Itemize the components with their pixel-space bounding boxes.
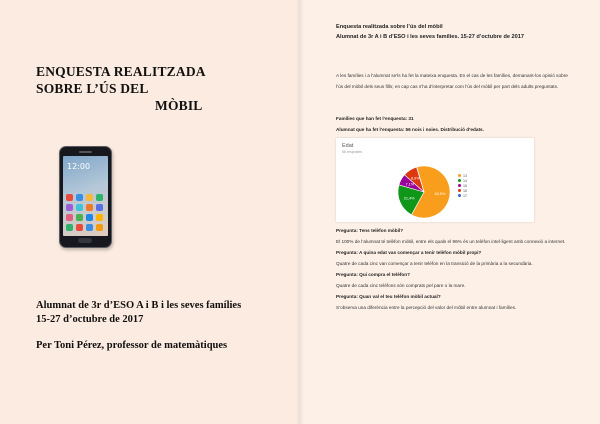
phone-clock: 12:00 bbox=[67, 162, 91, 171]
app-icon bbox=[66, 214, 73, 221]
pie-slice-label: 62,5% bbox=[434, 192, 446, 197]
app-icon bbox=[96, 194, 103, 201]
question-3: Pregunta: Qui compra el telèfon? bbox=[336, 272, 410, 277]
questions-section bbox=[336, 225, 572, 313]
app-icon bbox=[76, 194, 83, 201]
legend-label: 13 bbox=[463, 173, 467, 178]
legend-swatch bbox=[458, 194, 461, 197]
survey-counts bbox=[336, 113, 572, 135]
app-icon bbox=[66, 194, 73, 201]
pie-slice-label: 8,9% bbox=[410, 176, 420, 181]
phone-app-grid bbox=[66, 194, 105, 231]
cover-title bbox=[36, 63, 256, 114]
smartphone-illustration bbox=[59, 146, 112, 248]
students-count: Alumnat que ha fet l’enquesta: 56 nois i noies. Distribució d’edats. bbox=[336, 127, 484, 132]
phone-screen bbox=[63, 156, 108, 236]
pie-plot bbox=[336, 138, 534, 222]
legend-label: 14 bbox=[463, 178, 467, 183]
chart-subtitle: 56 respostes bbox=[342, 150, 363, 154]
question-1: Pregunta: Tens telèfon mòbil? bbox=[336, 228, 404, 233]
app-icon bbox=[66, 204, 73, 211]
legend-item-17 bbox=[458, 193, 467, 198]
chart-title: Edat bbox=[342, 143, 354, 149]
legend-swatch bbox=[458, 179, 461, 182]
answer-3: Quatre de cada cinc telèfons són comprats pel pare o la mare. bbox=[336, 283, 466, 288]
legend-label: 17 bbox=[463, 193, 467, 198]
cover-title-line-2: SOBRE L’ÚS DEL bbox=[36, 81, 149, 96]
answer-4: S’observa una diferència entre la percepció del valor del mòbil entre alumnat i famílies. bbox=[336, 305, 517, 310]
cover-dates: 15-27 d’octubre de 2017 bbox=[36, 314, 144, 325]
cover-title-line-3: MÒBIL bbox=[155, 98, 203, 113]
question-4: Pregunta: Quan val el teu telèfon mòbil actual? bbox=[336, 294, 441, 299]
age-pie-chart bbox=[336, 138, 534, 222]
pie-slice-label: 7,1% bbox=[405, 182, 415, 187]
phone-speaker bbox=[79, 151, 92, 153]
app-icon bbox=[86, 194, 93, 201]
legend-swatch bbox=[458, 189, 461, 192]
chart-legend bbox=[458, 173, 467, 198]
app-icon bbox=[96, 224, 103, 231]
app-icon bbox=[96, 214, 103, 221]
question-2: Pregunta: A quina edat vas començar a tenir telèfon mòbil propi? bbox=[336, 250, 482, 255]
app-icon bbox=[66, 224, 73, 231]
cover-author: Per Toni Pérez, professor de matemàtiques bbox=[36, 340, 228, 351]
legend-swatch bbox=[458, 174, 461, 177]
legend-label: 15 bbox=[463, 183, 467, 188]
families-count: Famílies que han fet l’enquesta: 31 bbox=[336, 116, 414, 121]
phone-home-button bbox=[78, 238, 92, 243]
answer-1: El 100% de l’alumnat té telèfon mòbil, entre els quals el 96% és un telèfon intel·ligent amb connexió a internet. bbox=[336, 239, 566, 244]
report-intro bbox=[336, 70, 572, 92]
app-icon bbox=[86, 214, 93, 221]
legend-swatch bbox=[458, 184, 461, 187]
app-icon bbox=[76, 224, 83, 231]
app-icon bbox=[86, 224, 93, 231]
pie-slice-label: 21,4% bbox=[403, 196, 415, 201]
cover-title-line-1: ENQUESTA REALITZADA bbox=[36, 64, 206, 79]
app-icon bbox=[76, 214, 83, 221]
report-header-line-2: Alumnat de 3r A i B d’ESO i les seves famílies. 15-27 d’octubre de 2017 bbox=[336, 34, 524, 40]
answer-2: Quatre de cada cinc van començar a tenir telèfon en la transició de la primària a la secundària. bbox=[336, 261, 533, 266]
intro-paragraph: A les famílies i a l’alumnat se’ls ha fet la mateixa enquesta. En el cas de les famílies, demanant-los opinió sobre l’ús del mòbil dels seus fills; en cap cas s’ha d’interpretar com l’ús del mòbil per part dels adults preguntats. bbox=[336, 73, 568, 89]
app-icon bbox=[96, 204, 103, 211]
report-header-line-1: Enquesta realitzada sobre l’ús del mòbil bbox=[336, 24, 443, 30]
report-header bbox=[336, 22, 576, 42]
app-icon bbox=[76, 204, 83, 211]
app-icon bbox=[86, 204, 93, 211]
cover-audience bbox=[36, 299, 286, 327]
page-gutter bbox=[296, 0, 304, 424]
cover-audience-line-1: Alumnat de 3r d’ESO A i B i les seves famílies bbox=[36, 300, 242, 311]
legend-label: 16 bbox=[463, 188, 467, 193]
